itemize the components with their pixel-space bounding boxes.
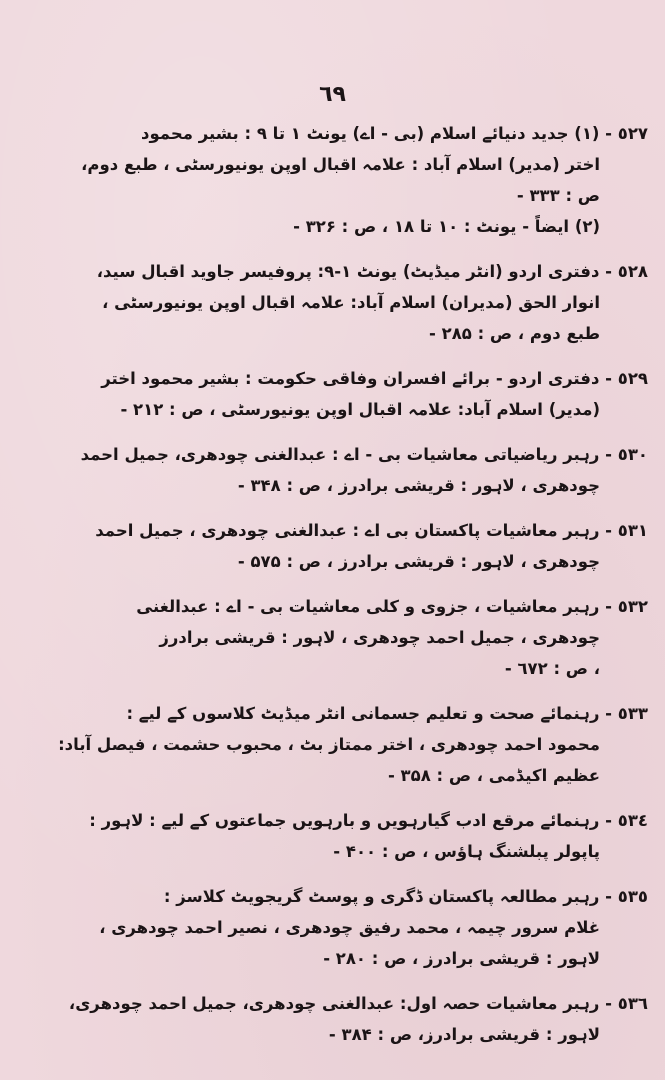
entry-536 <box>18 988 648 1050</box>
entry-line: انوار الحق (مدیران) اسلام آباد: علامہ اقبال اوپن یونیورسٹی ، <box>102 293 600 312</box>
entry-line: ٥٣٤ - رہنمائے مرقع ادب گیارہویں و بارہویں جماعتوں کے لیے : لاہور : <box>89 811 648 830</box>
entry-line: ٥٣٠ - رہبر ریاضیاتی معاشیات بی - اے : عبدالغنی چودھری، جمیل احمد <box>80 445 648 464</box>
entry-line: اختر (مدیر) اسلام آباد : علامہ اقبال اوپن یونیورسٹی ، طبع دوم، <box>81 155 600 174</box>
entry-line: (مدیر) اسلام آباد: علامہ اقبال اوپن یونیورسٹی ، ص : ۲۱۲ - <box>120 400 600 419</box>
entry-line: پاپولر پبلشنگ ہاؤس ، ص : ۴۰۰ - <box>333 842 600 861</box>
entry-line: ٥٢٩ - دفتری اردو - برائے افسران وفاقی حکومت : بشیر محمود اختر <box>101 369 648 388</box>
entry-line: ٥٣١ - رہبر معاشیات پاکستان بی اے : عبدالغنی چودھری ، جمیل احمد <box>95 521 648 540</box>
entry-line: ٥٣٣ - رہنمائے صحت و تعلیم جسمانی انٹر میڈیٹ کلاسوں کے لیے : <box>126 704 648 723</box>
entry-line: ص : ۳۳۳ - <box>516 186 600 205</box>
entry-line: چودھری ، لاہور : قریشی برادرز ، ص : ۳۴۸ - <box>237 476 600 495</box>
entry-535 <box>18 881 648 974</box>
entry-532 <box>18 591 648 684</box>
entry-line: ٥٢٨ - دفتری اردو (انٹر میڈیٹ) یونٹ ۱-۹: پروفیسر جاوید اقبال سید، <box>96 262 648 281</box>
entry-line: ، ص : ٦٧٢ - <box>504 659 600 678</box>
entry-line: ٥٣٥ - رہبر مطالعہ پاکستان ڈگری و پوسٹ گریجویٹ کلاسز : <box>163 887 648 906</box>
entry-line: طبع دوم ، ص : ۲۸۵ - <box>429 324 600 343</box>
entry-533 <box>18 698 648 791</box>
entry-line: (۲) ایضاً - یونٹ : ۱۰ تا ۱۸ ، ص : ۳۲۶ - <box>293 217 600 236</box>
entry-line: لاہور : قریشی برادرز، ص : ۳۸۴ - <box>328 1025 600 1044</box>
page-number: ٦٩ <box>319 82 346 107</box>
entry-line: محمود احمد چودھری ، اختر ممتاز بٹ ، محبوب حشمت ، فیصل آباد: <box>58 735 600 754</box>
bibliography-list <box>18 118 648 1064</box>
entry-line: ٥٢٧ - (۱) جدید دنیائے اسلام (بی - اے) یونٹ ۱ تا ۹ : بشیر محمود <box>141 124 648 143</box>
entry-531 <box>18 515 648 577</box>
entry-line: ٥٣٢ - رہبر معاشیات ، جزوی و کلی معاشیات بی - اے : عبدالغنی <box>136 597 648 616</box>
entry-530 <box>18 439 648 501</box>
entry-line: چودھری ، جمیل احمد چودھری ، لاہور : قریشی برادرز <box>159 628 600 647</box>
entry-line: عظیم اکیڈمی ، ص : ۳۵۸ - <box>387 766 600 785</box>
entry-529 <box>18 363 648 425</box>
entry-528 <box>18 256 648 349</box>
entry-line: چودھری ، لاہور : قریشی برادرز ، ص : ۵۷۵ - <box>237 552 600 571</box>
entry-line: غلام سرور چیمہ ، محمد رفیق چودھری ، نصیر احمد چودھری ، <box>99 918 600 937</box>
entry-534 <box>18 805 648 867</box>
entry-line: ٥٣٦ - رہبر معاشیات حصہ اول: عبدالغنی چودھری، جمیل احمد چودھری، <box>68 994 648 1013</box>
entry-527 <box>18 118 648 242</box>
entry-line: لاہور : قریشی برادرز ، ص : ۲۸۰ - <box>323 949 600 968</box>
